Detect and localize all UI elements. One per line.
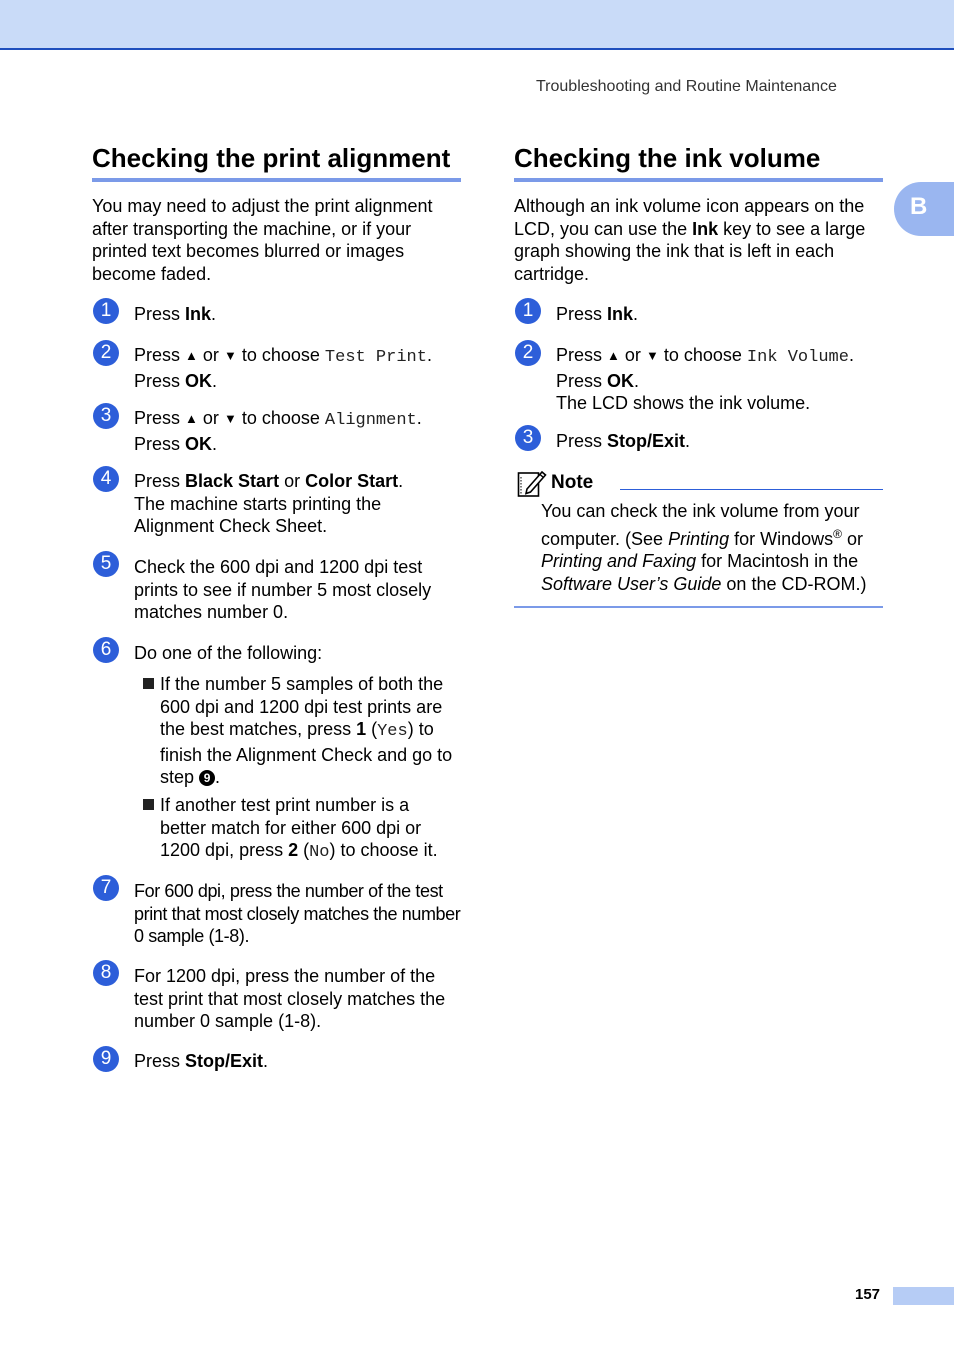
key-ink: Ink	[692, 218, 719, 239]
right-intro: Although an ink volume icon appears on the LCD, you can use the Ink key to see a large graph showing the ink that is left in each cartridge.	[514, 196, 866, 284]
key-black-start: Black Start	[185, 471, 280, 491]
left-step-6-bullet-1: If the number 5 samples of both the 600 dpi and 1200 dpi test prints are the best matches, press 1 (Yes) to finish the Alignment Check and go to step 9 .	[160, 674, 453, 787]
step-number-3: 3	[93, 403, 119, 429]
left-title-underline	[92, 178, 461, 182]
right-step-1: Press Ink.	[556, 304, 639, 324]
step-number-2: 2	[515, 340, 541, 366]
left-step-9: Press Stop/Exit.	[134, 1051, 269, 1071]
key-stop-exit: Stop/Exit	[185, 1051, 264, 1071]
key-ok: OK	[185, 433, 213, 454]
up-arrow-icon: ▲	[185, 348, 198, 363]
lcd-value: Ink Volume	[746, 348, 849, 367]
top-header-band	[0, 0, 954, 50]
page-number-tab	[893, 1287, 954, 1305]
right-section-title: Checking the ink volume	[514, 143, 821, 173]
left-step-2: Press ▲ or ▼ to choose Test Print. Press OK.	[134, 345, 432, 391]
step-number-9: 9	[93, 1046, 119, 1072]
left-step-7: For 600 dpi, press the number of the test print that most closely matches the number 0 sample (1-8).	[134, 881, 461, 946]
left-step-8: For 1200 dpi, press the number of the test print that most closely matches the number 0 sample (1-8).	[134, 966, 446, 1031]
step-number-8: 8	[93, 960, 119, 986]
note-box	[514, 466, 883, 608]
up-arrow-icon: ▲	[607, 348, 620, 363]
key-ok: OK	[607, 370, 635, 391]
lcd-value: Alignment	[324, 411, 417, 430]
page-number: 157	[855, 1286, 881, 1303]
down-arrow-icon: ▼	[645, 348, 659, 363]
left-step-4: Press Black Start or Color Start. The machine starts printing the Alignment Check Sheet.	[134, 471, 404, 536]
key-stop-exit: Stop/Exit	[607, 431, 686, 451]
bullet-square	[143, 799, 154, 810]
note-label: Note	[551, 472, 594, 493]
key-ok: OK	[185, 370, 213, 391]
left-section-title: Checking the print alignment	[92, 143, 451, 173]
left-step-3: Press ▲ or ▼ to choose Alignment. Press OK.	[134, 408, 422, 454]
left-step-6-bullet-2: If another test print number is a better match for either 600 dpi or 1200 dpi, press 2 (No) to choose it.	[160, 795, 438, 862]
note-bottom-rule	[514, 606, 883, 608]
note-pencil-icon	[517, 468, 547, 498]
chapter-tab	[894, 182, 954, 236]
step-number-3: 3	[515, 425, 541, 451]
up-arrow-icon: ▲	[185, 411, 198, 426]
chapter-tab-label: B	[910, 193, 928, 220]
step-number-6: 6	[93, 637, 119, 663]
right-step-2: Press ▲ or ▼ to choose Ink Volume. Press OK. The LCD shows the ink volume.	[556, 345, 854, 413]
lcd-value: Yes	[377, 722, 408, 741]
left-step-6: Do one of the following:	[134, 643, 323, 663]
step-number-7: 7	[93, 875, 119, 901]
key-ink: Ink	[185, 304, 212, 324]
step-reference-badge: 9	[199, 770, 215, 786]
left-step-5: Check the 600 dpi and 1200 dpi test prints to see if number 5 most closely matches number 0.	[134, 557, 432, 622]
right-step-3: Press Stop/Exit.	[556, 431, 691, 451]
step-number-1: 1	[515, 298, 541, 324]
step-number-4: 4	[93, 466, 119, 492]
key-color-start: Color Start	[305, 471, 399, 491]
down-arrow-icon: ▼	[223, 411, 237, 426]
down-arrow-icon: ▼	[223, 348, 237, 363]
left-intro: You may need to adjust the print alignment after transporting the machine, or if your printed text becomes blurred or images become faded.	[92, 196, 433, 284]
step-number-1: 1	[93, 298, 119, 324]
running-header: Troubleshooting and Routine Maintenance	[536, 78, 837, 95]
right-title-underline	[514, 178, 883, 182]
note-text: You can check the ink volume from your computer. (See Printing for Windows® or Printing and Faxing for Macintosh in the Software User’s Guide on the CD-ROM.)	[541, 501, 867, 595]
key-ink: Ink	[607, 304, 634, 324]
lcd-value: No	[309, 843, 330, 862]
note-top-rule	[620, 489, 883, 490]
lcd-value: Test Print	[324, 348, 427, 367]
left-step-1: Press Ink.	[134, 304, 217, 324]
step-number-2: 2	[93, 340, 119, 366]
step-number-5: 5	[93, 551, 119, 577]
bullet-square	[143, 678, 154, 689]
